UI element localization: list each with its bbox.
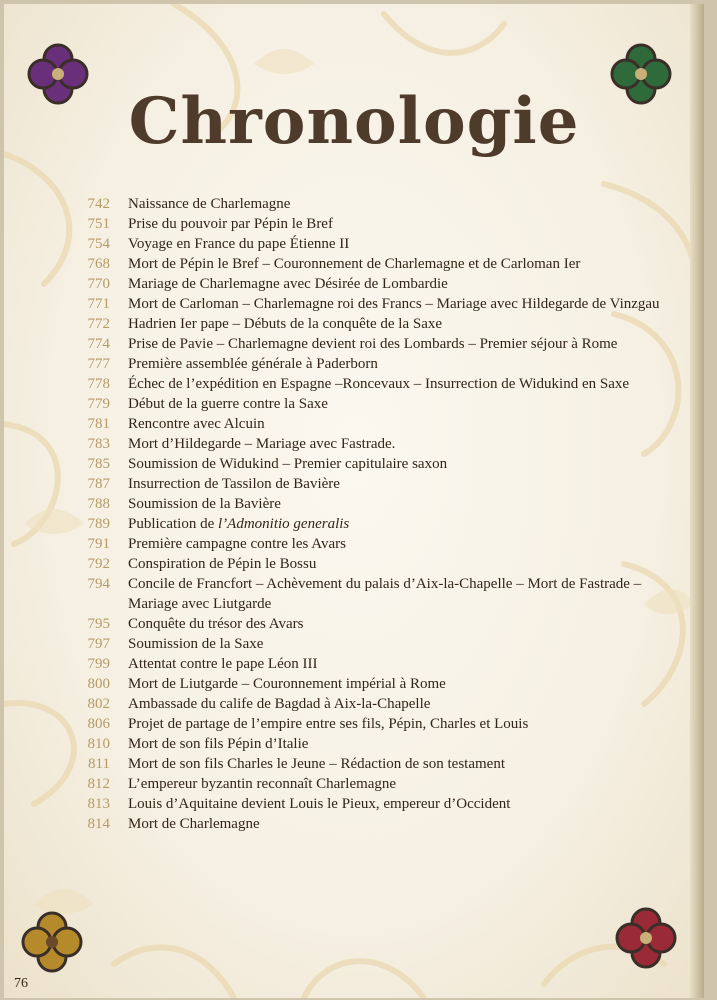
entry-year: 787 bbox=[87, 476, 110, 492]
entry-year: 779 bbox=[87, 396, 110, 412]
chronology-entry bbox=[44, 414, 664, 434]
entry-text: Attentat contre le pape Léon III bbox=[128, 656, 318, 672]
chronology-entry bbox=[44, 294, 664, 314]
entry-year: 771 bbox=[87, 296, 110, 312]
chronology-entry bbox=[44, 554, 664, 574]
chronology-entry bbox=[44, 654, 664, 674]
entry-text: Ambassade du calife de Bagdad à Aix-la-Chapelle bbox=[128, 696, 431, 712]
page-number: 76 bbox=[14, 976, 28, 991]
entry-year: 813 bbox=[87, 796, 110, 812]
chronology-entry bbox=[44, 214, 664, 234]
entry-year: 795 bbox=[87, 616, 110, 632]
chronology-entry bbox=[44, 794, 664, 814]
chronology-entry bbox=[44, 474, 664, 494]
chronology-entry bbox=[44, 774, 664, 794]
chronology-entry bbox=[44, 714, 664, 734]
entry-text: Hadrien Ier pape – Débuts de la conquête de la Saxe bbox=[128, 316, 443, 332]
entry-year: 777 bbox=[87, 356, 110, 372]
entry-year: 788 bbox=[87, 496, 110, 512]
entry-text: Concile de Francfort – Achèvement du palais d’Aix-la-Chapelle – Mort de Fastrade – Mariage avec Liutgarde bbox=[128, 576, 642, 612]
chronology-entry bbox=[44, 234, 664, 254]
entry-year: 778 bbox=[87, 376, 110, 392]
chronology-entry bbox=[44, 194, 664, 214]
entry-text: Mariage de Charlemagne avec Désirée de Lombardie bbox=[128, 276, 448, 292]
entry-text: Conquête du trésor des Avars bbox=[128, 616, 304, 632]
entry-text: Projet de partage de l’empire entre ses fils, Pépin, Charles et Louis bbox=[128, 716, 529, 732]
entry-text: Mort de Pépin le Bref – Couronnement de Charlemagne et de Carloman Ier bbox=[128, 256, 581, 272]
entry-text bbox=[128, 514, 664, 534]
chronology-entry bbox=[44, 454, 664, 474]
chronology-entry bbox=[44, 814, 664, 834]
entry-year: 781 bbox=[87, 416, 110, 432]
quatrefoil-jewel-icon bbox=[20, 910, 84, 974]
entry-year: 754 bbox=[87, 236, 110, 252]
entry-year: 751 bbox=[87, 216, 110, 232]
entry-text: Mort de Liutgarde – Couronnement impérial à Rome bbox=[128, 676, 446, 692]
entry-year: 794 bbox=[87, 576, 110, 592]
chronology-entry bbox=[44, 674, 664, 694]
entry-text: Début de la guerre contre la Saxe bbox=[128, 396, 328, 412]
entry-text: Mort de Charlemagne bbox=[128, 816, 260, 832]
entry-text: Naissance de Charlemagne bbox=[128, 196, 291, 212]
chronology-entry bbox=[44, 614, 664, 634]
chronology-entry bbox=[44, 434, 664, 454]
chronology-entry bbox=[44, 274, 664, 294]
entry-text: L’empereur byzantin reconnaît Charlemagne bbox=[128, 776, 397, 792]
entry-text: Mort de son fils Charles le Jeune – Rédaction de son testament bbox=[128, 756, 505, 772]
page-title: Chronologie bbox=[128, 84, 580, 159]
entry-year: 814 bbox=[87, 816, 110, 832]
entry-year: 812 bbox=[87, 776, 110, 792]
chronology-entry bbox=[44, 734, 664, 754]
entry-text-prefix: Publication de bbox=[128, 516, 218, 532]
entry-year: 785 bbox=[87, 456, 110, 472]
entry-text: Mort de son fils Pépin d’Italie bbox=[128, 736, 309, 752]
entry-year: 802 bbox=[87, 696, 110, 712]
chronology-entry bbox=[44, 394, 664, 414]
entry-text: Échec de l’expédition en Espagne –Roncevaux – Insurrection de Widukind en Saxe bbox=[128, 376, 630, 392]
quatrefoil-jewel-icon bbox=[614, 906, 678, 970]
entry-text: Prise de Pavie – Charlemagne devient roi des Lombards – Premier séjour à Rome bbox=[128, 336, 618, 352]
entry-text: Soumission de la Saxe bbox=[128, 636, 264, 652]
entry-text: Mort d’Hildegarde – Mariage avec Fastrade. bbox=[128, 436, 396, 452]
chronology-entry bbox=[44, 534, 664, 554]
entry-year: 783 bbox=[87, 436, 110, 452]
chronology-list bbox=[44, 194, 664, 834]
chronology-entry bbox=[44, 374, 664, 394]
entry-text: Voyage en France du pape Étienne II bbox=[128, 236, 350, 252]
entry-year: 774 bbox=[87, 336, 110, 352]
entry-year: 806 bbox=[87, 716, 110, 732]
chronology-entry bbox=[44, 354, 664, 374]
entry-text: Louis d’Aquitaine devient Louis le Pieux, empereur d’Occident bbox=[128, 796, 511, 812]
entry-text: Rencontre avec Alcuin bbox=[128, 416, 265, 432]
chronology-entry bbox=[44, 634, 664, 654]
entry-text: Première assemblée générale à Paderborn bbox=[128, 356, 378, 372]
entry-text: Soumission de Widukind – Premier capitulaire saxon bbox=[128, 456, 448, 472]
entry-text: Mort de Carloman – Charlemagne roi des Francs – Mariage avec Hildegarde de Vinzgau bbox=[128, 296, 660, 312]
entry-year: 772 bbox=[87, 316, 110, 332]
entry-text: Première campagne contre les Avars bbox=[128, 536, 346, 552]
entry-year: 800 bbox=[87, 676, 110, 692]
entry-text: Insurrection de Tassilon de Bavière bbox=[128, 476, 340, 492]
entry-year: 791 bbox=[87, 536, 110, 552]
chronology-entry bbox=[44, 494, 664, 514]
chronology-entry bbox=[44, 514, 664, 534]
entry-year: 770 bbox=[87, 276, 110, 292]
entry-year: 797 bbox=[87, 636, 110, 652]
entry-year: 810 bbox=[87, 736, 110, 752]
entry-year: 811 bbox=[88, 756, 110, 772]
chronology-entry bbox=[44, 754, 664, 774]
entry-year: 789 bbox=[87, 516, 110, 532]
entry-text: Conspiration de Pépin le Bossu bbox=[128, 556, 317, 572]
entry-text: Prise du pouvoir par Pépin le Bref bbox=[128, 216, 333, 232]
chronology-entry bbox=[44, 574, 664, 614]
chronology-entry bbox=[44, 254, 664, 274]
chronology-entry bbox=[44, 334, 664, 354]
entry-year: 792 bbox=[87, 556, 110, 572]
entry-year: 799 bbox=[87, 656, 110, 672]
entry-year: 742 bbox=[87, 196, 110, 212]
entry-year: 768 bbox=[87, 256, 110, 272]
chronology-page bbox=[4, 4, 704, 998]
entry-text: Soumission de la Bavière bbox=[128, 496, 281, 512]
chronology-entry bbox=[44, 694, 664, 714]
chronology-entry bbox=[44, 314, 664, 334]
entry-text-italic-title: l’Admonitio generalis bbox=[218, 516, 350, 532]
